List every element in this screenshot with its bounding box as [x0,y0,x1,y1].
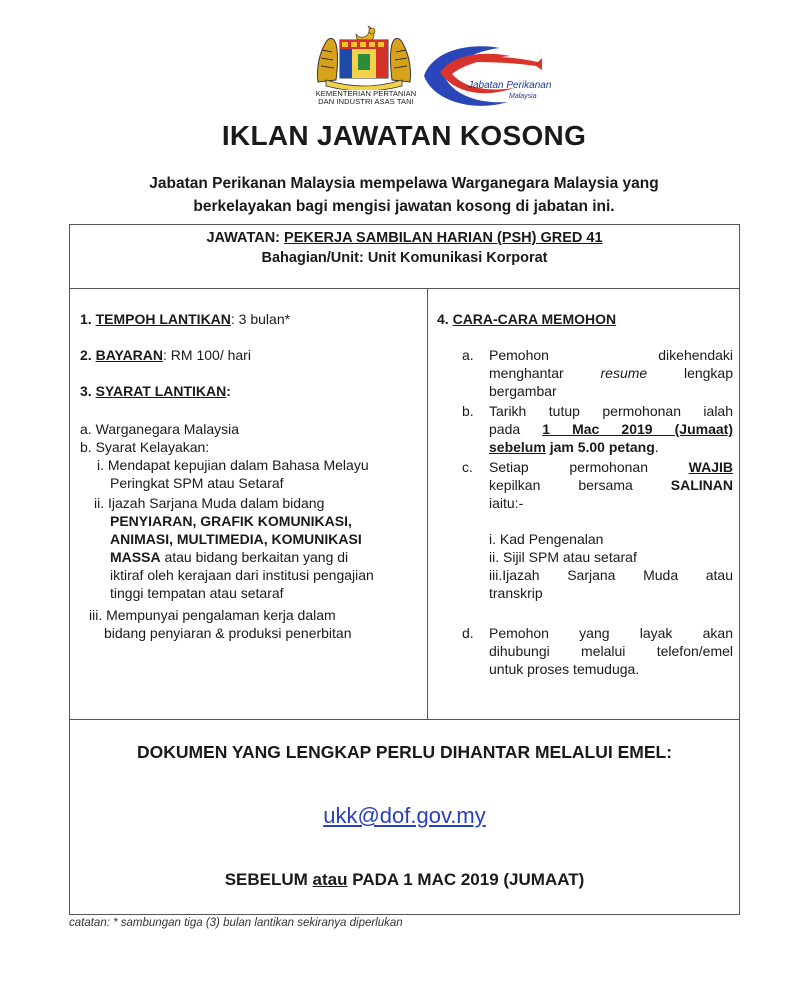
item-c-ii: ii. Sijil SPM atau setaraf [489,549,637,565]
item-c-line-3: iaitu:- [489,495,524,511]
ministry-crest-logo [312,22,416,90]
dof-subtitle: Malaysia [509,93,537,100]
section-number: 1. [80,311,96,327]
item-b-marker: b. [462,403,474,419]
item-d-line-2: dihubungi melalui telefon/emel [489,643,733,659]
cara-memohon-label: CARA-CARA MEMOHON [452,311,617,327]
intro-line-2: berkelayakan bagi mengisi jawatan kosong di jabatan ini. [193,198,615,215]
deadline-atau: atau [312,870,348,889]
tempoh-value: : 3 bulan* [230,311,291,327]
item-c-i: i. Kad Pengenalan [489,531,604,547]
section-number: 4. [437,311,453,327]
item-c-iii-line-1: iii.Ijazah Sarjana Muda atau [489,567,733,583]
syarat-b-ii-fields-2: ANIMASI, MULTIMEDIA, KOMUNIKASI [110,531,362,547]
item-b-line-3 [489,438,659,456]
item-c-line-2 [489,476,733,494]
syarat-b-i-line-1: i. Mendapat kepujian dalam Bahasa Melayu [97,457,369,473]
item-b-line-1: Tarikh tutup permohonan ialah [489,403,733,419]
ministry-line-1: KEMENTERIAN PERTANIAN [315,89,417,98]
bayaran-value: : RM 100/ hari [163,347,251,363]
division-unit: Bahagian/Unit: Unit Komunikasi Korporat [261,250,548,266]
item-b-period: . [654,439,659,455]
item-a-text-2: lengkap [647,365,734,381]
intro-line-1: Jabatan Perikanan Malaysia mempelawa Warganegara Malaysia yang [149,175,659,192]
item-d-line-1: Pemohon yang layak akan [489,625,733,641]
email-link[interactable]: ukk@dof.gov.my [323,803,486,828]
syarat-b-ii-fields-3: MASSA [110,549,161,565]
tempoh-label: TEMPOH LANTIKAN [95,311,231,327]
syarat-colon: : [226,383,231,399]
syarat-b-ii-fields-1: PENYIARAN, GRAFIK KOMUNIKASI, [110,513,352,529]
item-c-line-1 [489,458,733,476]
syarat-b-ii-line-1: ii. Ijazah Sarjana Muda dalam bidang [94,495,325,511]
section-bayaran [80,346,251,364]
dof-name: Jabatan Perikanan [468,80,552,91]
item-c-salinan: SALINAN [670,477,733,493]
item-c-marker: c. [462,459,473,475]
section-tempoh [80,310,290,328]
syarat-b-ii-line-4 [110,548,348,566]
item-d-line-3: untuk proses temuduga. [489,661,640,677]
intro-text [60,172,748,218]
syarat-b-iii-line-2: bidang penyiaran & produksi penerbitan [104,625,352,641]
item-b-text: pada [489,421,543,437]
item-d-marker: d. [462,625,474,641]
item-b-date: 1 Mac 2019 (Jumaat) [542,421,733,437]
position-value: PEKERJA SAMBILAN HARIAN (PSH) GRED 41 [284,230,603,246]
item-a-line-1: Pemohon dikehendaki [489,347,733,363]
submission-deadline [69,870,740,890]
submission-heading: DOKUMEN YANG LENGKAP PERLU DIHANTAR MELALUI EMEL: [136,742,673,762]
section-number: 2. [80,347,96,363]
syarat-b-ii-rest-1: atau bidang berkaitan yang di [160,549,349,565]
footnote: catatan: * sambungan tiga (3) bulan lantikan sekiranya diperlukan [69,917,403,929]
ministry-line-2: DAN INDUSTRI ASAS TANI [318,97,414,106]
section-syarat [80,382,231,400]
item-a-text: menghantar [489,365,601,381]
ministry-name [306,90,426,106]
section-number: 3. [80,383,96,399]
syarat-b-i-line-2: Peringkat SPM atau Setaraf [110,475,284,491]
page-title: IKLAN JAWATAN KOSONG [221,120,587,151]
item-c-text-2: kepilkan bersama [489,477,671,493]
item-b-sebelum: sebelum [489,439,546,455]
item-c-text: Setiap permohonan [489,459,689,475]
syarat-b: b. Syarat Kelayakan: [80,439,210,455]
column-divider [427,288,428,720]
item-a-resume: resume [600,365,648,381]
item-b-line-2 [489,420,733,438]
item-a-marker: a. [462,347,474,363]
syarat-a: a. Warganegara Malaysia [80,421,240,437]
deadline-text-1: SEBELUM [224,870,313,889]
syarat-b-ii-rest-2: iktiraf oleh kerajaan dari institusi pengajian [110,567,374,583]
syarat-b-iii-line-1: iii. Mempunyai pengalaman kerja dalam [89,607,336,623]
item-a-line-3: bergambar [489,383,557,399]
syarat-label: SYARAT LANTIKAN [95,383,227,399]
item-a-line-2 [489,364,733,382]
bayaran-label: BAYARAN [95,347,164,363]
syarat-b-ii-rest-3: tinggi tempatan atau setaraf [110,585,284,601]
item-c-wajib: WAJIB [688,459,733,475]
deadline-text-2: PADA 1 MAC 2019 (JUMAAT) [347,870,585,889]
item-b-time: jam 5.00 petang [545,439,655,455]
section-cara-memohon [437,310,616,328]
position-title [69,230,740,246]
item-c-iii-line-2: transkrip [489,585,543,601]
position-label: JAWATAN: [206,230,285,246]
